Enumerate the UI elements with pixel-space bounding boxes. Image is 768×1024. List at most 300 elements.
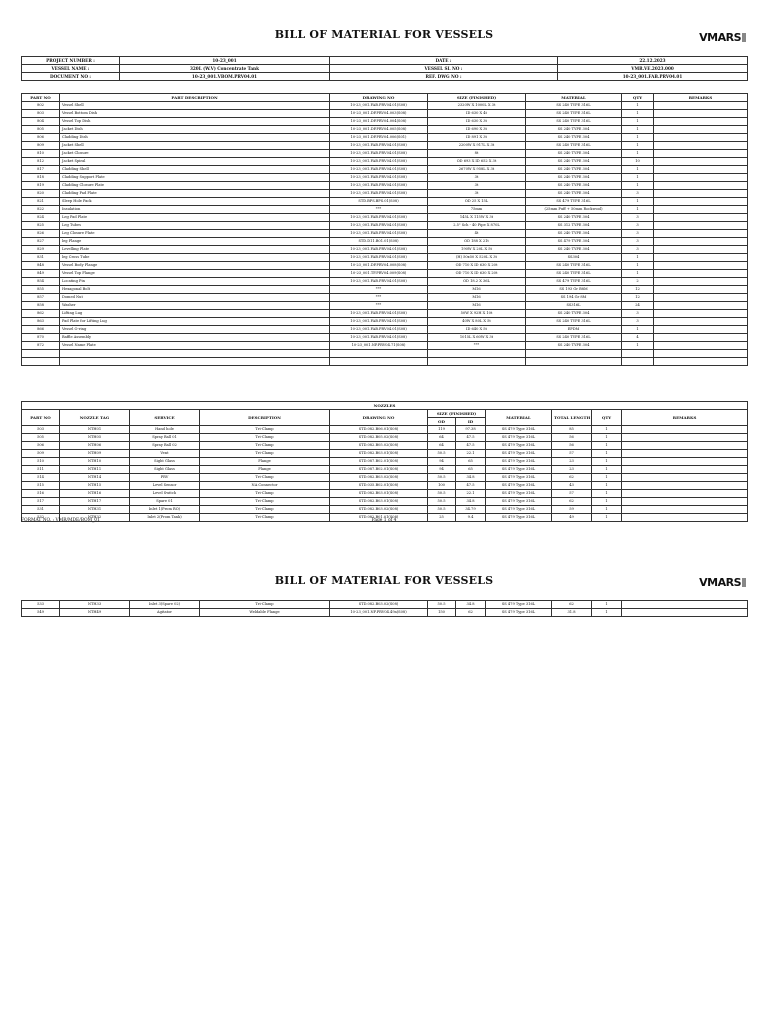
table-cell: Level Sensor	[130, 482, 200, 490]
table-cell: 24	[622, 302, 654, 310]
table-cell: OD 710 X ID 630 X 20t	[428, 262, 526, 270]
table-cell: 802	[22, 102, 60, 110]
table-row	[22, 246, 748, 254]
table-cell: SS 479 TYPE 316L	[526, 278, 622, 286]
table-cell: Tri-Clamp	[200, 426, 330, 434]
table-cell: 826	[22, 230, 60, 238]
table-cell: Baffle Assembly	[60, 334, 330, 342]
table-cell: 819	[22, 182, 60, 190]
table-cell: Jacket Spiral	[60, 158, 330, 166]
table-cell: SS 479 Type 316L	[486, 498, 552, 506]
table-row	[22, 334, 748, 342]
table-cell: 2200W X 917L X 3t	[428, 142, 526, 150]
table-cell	[654, 142, 748, 150]
table-cell: 1	[622, 102, 654, 110]
table-cell: 57	[552, 450, 592, 458]
table-cell	[622, 426, 748, 434]
table-cell	[654, 110, 748, 118]
table-cell	[330, 358, 428, 366]
table-cell: 3t	[428, 174, 526, 182]
table-cell: 1	[592, 434, 622, 442]
table-cell: Tri-Clamp	[200, 434, 330, 442]
table-row	[22, 294, 748, 302]
table-cell: 1	[592, 466, 622, 474]
table-cell: ID 690 X 3t	[428, 126, 526, 134]
table-cell: NTH32	[60, 514, 130, 522]
table-cell: 10-23_001.FAB.PRV04.01(S08)	[330, 214, 428, 222]
table-cell: Flange	[200, 458, 330, 466]
table-cell: 1	[592, 450, 622, 458]
table-cell	[622, 506, 748, 514]
table-cell	[654, 166, 748, 174]
table-cell: NTH06	[60, 442, 130, 450]
table-cell: Jacket Shell	[60, 142, 330, 150]
table-cell: Tri-Clamp	[200, 474, 330, 482]
header-table	[21, 56, 748, 81]
table-cell: SS 479 TYPE 316L	[526, 198, 622, 206]
table-cell: 43	[552, 482, 592, 490]
table-cell: Cladding Pad Plate	[60, 190, 330, 198]
table-cell: 4t	[428, 230, 526, 238]
date-value: 22.12.2023	[558, 57, 748, 65]
table-cell: Spare 01	[130, 498, 200, 506]
table-cell: NA Connector	[200, 482, 330, 490]
table-cell: 10-23_001.FAB.PRV04.01(S08)	[330, 166, 428, 174]
table-cell: 3	[622, 214, 654, 222]
table-cell	[22, 358, 60, 366]
table-cell: Cladding Closure Plate	[60, 182, 330, 190]
table-cell: 1	[592, 609, 622, 617]
table-cell: NTH05	[60, 434, 130, 442]
table-cell: 10-23_001.NF.PRV04.49a(S08)	[330, 609, 428, 617]
table-cell	[654, 278, 748, 286]
table-cell: SS 240 TYPE 316L	[526, 262, 622, 270]
table-cell: 40W X 80L X 5t	[428, 318, 526, 326]
table-cell	[654, 118, 748, 126]
table-row	[22, 434, 748, 442]
table-row	[22, 506, 748, 514]
table-cell: 855	[22, 286, 60, 294]
table-cell: 62	[552, 498, 592, 506]
table-cell: 10-23_001.FAB.PRV04.01(S08)	[330, 150, 428, 158]
table-cell: NTH11	[60, 466, 130, 474]
table-cell	[330, 350, 428, 358]
nozzle-col-service: SERVICE	[130, 410, 200, 426]
table-row	[22, 262, 748, 270]
table-cell: 516	[22, 490, 60, 498]
table-row	[22, 601, 748, 609]
table-cell: 829	[22, 246, 60, 254]
table-cell: SS 240 TYPE 304	[526, 134, 622, 142]
table-cell: OD 25 X 15L	[428, 198, 526, 206]
table-cell: 10	[622, 158, 654, 166]
table-cell: 1	[592, 482, 622, 490]
table-row	[22, 270, 748, 278]
table-cell: 10-23_001.FAB.PRV04.01(S08)	[330, 182, 428, 190]
project-number-label: PROJECT NUMBER :	[22, 57, 120, 65]
table-cell: SS 240 TYPE 316L	[526, 318, 622, 326]
table-cell: 863	[22, 318, 60, 326]
table-cell: SS 240 TYPE 304	[526, 182, 622, 190]
spacer-row	[22, 350, 748, 358]
table-cell: 10-23_001.FAB.PRV04.01(S08)	[330, 326, 428, 334]
table-cell	[654, 334, 748, 342]
table-cell: STD.082.B05.02(S08)	[330, 434, 428, 442]
table-cell: OD 18.2 X 36L	[428, 278, 526, 286]
table-cell: Vent	[130, 450, 200, 458]
table-cell: Tri-Clamp	[200, 498, 330, 506]
nozzle-col-id: ID	[456, 418, 486, 426]
table-cell: Tri-Clamp	[200, 450, 330, 458]
table-cell: ID 891 X 3t	[428, 134, 526, 142]
table-cell: 85	[552, 426, 592, 434]
table-cell: 34.8	[456, 601, 486, 609]
table-cell: SS 240 TYPE 304	[526, 214, 622, 222]
vessel-sl-label: VESSEL SL NO :	[330, 65, 558, 73]
table-cell: 3	[622, 222, 654, 230]
table-cell: Domed Nut	[60, 294, 330, 302]
table-cell: Vessel Bottom Dish	[60, 110, 330, 118]
table-cell: 509	[22, 450, 60, 458]
table-cell: PRV	[130, 474, 200, 482]
table-cell	[654, 310, 748, 318]
table-cell: 857	[22, 294, 60, 302]
table-cell	[428, 350, 526, 358]
table-cell: ID 630 X 4t	[428, 110, 526, 118]
table-cell: 119	[428, 426, 456, 434]
table-cell: 1	[622, 150, 654, 158]
table-cell	[526, 350, 622, 358]
table-cell: 849	[22, 270, 60, 278]
table-cell: 820	[22, 190, 60, 198]
table-cell: 1	[622, 262, 654, 270]
table-cell	[22, 350, 60, 358]
table-cell: ID 640 X 5t	[428, 326, 526, 334]
table-cell: Hexagonal Bolt	[60, 286, 330, 294]
table-cell: 533	[22, 601, 60, 609]
table-cell: 10-23_001.FAB.PRV04.01(S08)	[330, 230, 428, 238]
table-cell	[654, 214, 748, 222]
table-cell	[654, 262, 748, 270]
table-row	[22, 190, 748, 198]
table-cell	[654, 350, 748, 358]
table-cell: 862	[22, 310, 60, 318]
table-row	[22, 182, 748, 190]
table-cell: 62	[552, 601, 592, 609]
nozzle-col-part-no: PART NO	[22, 410, 60, 426]
table-cell: EPDM	[526, 326, 622, 334]
table-cell	[654, 294, 748, 302]
table-cell: OD 710 X ID 630 X 20t	[428, 270, 526, 278]
table-cell: 1	[592, 601, 622, 609]
table-cell: Jacket Dish	[60, 126, 330, 134]
table-cell: 1	[622, 270, 654, 278]
table-cell: SS 240 TYPE 316L	[526, 334, 622, 342]
table-cell	[622, 350, 654, 358]
table-cell: M16	[428, 294, 526, 302]
table-cell: 3	[622, 310, 654, 318]
date-label: DATE :	[330, 57, 558, 65]
table-cell: 50.5	[428, 474, 456, 482]
table-row	[22, 450, 748, 458]
table-cell: 515	[22, 482, 60, 490]
table-cell: SS 240 TYPE 304	[526, 190, 622, 198]
table-row	[22, 442, 748, 450]
parts-col-header: QTY	[622, 94, 654, 102]
table-cell: 10-23_001.DP.PRV04.006(S01)	[330, 134, 428, 142]
table-cell: 4	[622, 334, 654, 342]
table-cell: 503	[22, 426, 60, 434]
table-row	[22, 286, 748, 294]
table-cell: 10-23_001.FAB.PRV04.01(S08)	[330, 222, 428, 230]
table-cell: 10-23_001.FAB.PRV04.01(S08)	[330, 318, 428, 326]
table-cell: SS 240 TYPE 304	[526, 150, 622, 158]
table-row	[22, 150, 748, 158]
parts-col-header: PART NO	[22, 94, 60, 102]
table-cell: SS 479 Type 316L	[486, 609, 552, 617]
table-cell: 872	[22, 342, 60, 350]
table-cell: 10-23_001.FAB.PRV04.01(S08)	[330, 278, 428, 286]
table-cell: ***	[428, 342, 526, 350]
table-cell	[654, 158, 748, 166]
table-cell: 506	[22, 442, 60, 450]
table-row	[22, 198, 748, 206]
table-cell: SS 240 TYPE 316L	[526, 270, 622, 278]
table-cell: SS 479 Type 316L	[486, 442, 552, 450]
table-cell	[622, 474, 748, 482]
table-cell	[654, 134, 748, 142]
table-cell	[622, 458, 748, 466]
nozzle-table	[21, 401, 748, 522]
table-cell: 1	[622, 174, 654, 182]
table-cell: Lifting Lug	[60, 310, 330, 318]
table-cell: SS 479 Type 316L	[486, 426, 552, 434]
table-cell: 100	[428, 482, 456, 490]
table-cell	[622, 466, 748, 474]
company-logo-page2: VMARS	[699, 576, 746, 589]
table-row	[22, 126, 748, 134]
table-cell	[654, 206, 748, 214]
table-cell: 25	[428, 514, 456, 522]
table-cell: SS 312 TYPE 304	[526, 222, 622, 230]
table-cell: SS316L	[526, 302, 622, 310]
table-cell: Cladding Dish	[60, 134, 330, 142]
table-cell: STD.082.B03.02(S08)	[330, 506, 428, 514]
ref-dwg-label: REF. DWG NO :	[330, 73, 558, 81]
table-cell: SS 479 Type 316L	[486, 450, 552, 458]
table-cell: 10-23_001.NP.PRV04.71(S08)	[330, 342, 428, 350]
table-cell: 3t	[428, 190, 526, 198]
table-cell: 50.5	[428, 506, 456, 514]
table-cell: 50.5	[428, 450, 456, 458]
table-cell: NTH14	[60, 474, 130, 482]
table-cell: 1	[592, 458, 622, 466]
table-row	[22, 110, 748, 118]
table-cell: OD 188 X 21t	[428, 238, 526, 246]
table-cell: 10-23_001.FAB.PRV04.01(S08)	[330, 142, 428, 150]
table-cell	[622, 434, 748, 442]
table-row	[22, 482, 748, 490]
table-cell: 1	[622, 254, 654, 262]
table-cell: SS 479 Type 316L	[486, 474, 552, 482]
table-cell: 10-23_001.DP.PRV04.008(S08)	[330, 262, 428, 270]
table-cell: 50.5	[428, 601, 456, 609]
table-cell: 805	[22, 126, 60, 134]
table-cell: 1	[622, 118, 654, 126]
table-row	[22, 254, 748, 262]
table-cell	[654, 150, 748, 158]
table-cell: Locating Pin	[60, 278, 330, 286]
table-cell: 511	[22, 466, 60, 474]
table-cell: ***	[330, 294, 428, 302]
table-cell: 1	[622, 198, 654, 206]
table-cell: 1015L X 60W X 3t	[428, 334, 526, 342]
table-cell: 34.8	[456, 474, 486, 482]
table-cell	[526, 358, 622, 366]
table-cell: Vessel Body Flange	[60, 262, 330, 270]
table-cell: 1	[622, 134, 654, 142]
table-cell: 1	[622, 142, 654, 150]
table-cell: 3	[622, 190, 654, 198]
table-cell: Vessel Top Dish	[60, 118, 330, 126]
table-cell: SS 193 Gr B8M	[526, 286, 622, 294]
table-cell: Cladding Support Plate	[60, 174, 330, 182]
table-cell: Pad Plate for Lifting Lug	[60, 318, 330, 326]
table-cell: NTH33	[60, 601, 130, 609]
vessel-sl-value: VMR.VE.2023.000	[558, 65, 748, 73]
table-row	[22, 118, 748, 126]
page2-title: BILL OF MATERIAL FOR VESSELS	[274, 574, 494, 587]
table-row	[22, 609, 748, 617]
table-row	[22, 490, 748, 498]
table-cell: Leg Tubes	[60, 222, 330, 230]
table-cell: Jacket Closure	[60, 150, 330, 158]
table-cell: Leg Pad Plate	[60, 214, 330, 222]
table-cell: 10-23_001.FAB.PRV04.01(S08)	[330, 254, 428, 262]
table-cell: 804	[22, 118, 60, 126]
table-cell: 3	[622, 318, 654, 326]
table-cell: 8t	[428, 150, 526, 158]
table-cell: 94	[428, 458, 456, 466]
table-cell: 94	[428, 466, 456, 474]
table-cell: 56	[552, 442, 592, 450]
table-cell: Sleep Hole Pack	[60, 198, 330, 206]
table-cell: 3t	[428, 182, 526, 190]
table-cell: NTH31	[60, 506, 130, 514]
nozzle-col-total-length: TOTAL LENGTH	[552, 410, 592, 426]
parts-col-header: DRAWING NO	[330, 94, 428, 102]
table-cell: 64	[428, 434, 456, 442]
table-cell: Inlet 2(From Tank)	[130, 514, 200, 522]
table-cell	[622, 601, 748, 609]
table-cell: NTH01	[60, 426, 130, 434]
table-cell: SS 479 Type 316L	[486, 434, 552, 442]
nozzle-col-qty: QTY	[592, 410, 622, 426]
table-cell: 2.5" Sch - 40 Pipe X 870L	[428, 222, 526, 230]
nozzle-col-od: OD	[428, 418, 456, 426]
table-cell: (25mm Puff + 50mm Rockwool)	[526, 206, 622, 214]
nozzles-section-title: NOZZLES	[22, 402, 748, 410]
table-cell: 821	[22, 198, 60, 206]
table-cell: 1	[592, 506, 622, 514]
table-cell: 23	[552, 466, 592, 474]
table-row	[22, 206, 748, 214]
table-cell: SS 240 TYPE 304	[526, 158, 622, 166]
table-cell	[622, 490, 748, 498]
table-cell: 10-23_001.FAB.PRV04.01(S08)	[330, 174, 428, 182]
table-cell: 848	[22, 262, 60, 270]
table-cell	[654, 254, 748, 262]
table-cell: 10-23_001.TF.PRV04.009(S08)	[330, 270, 428, 278]
table-cell: 817	[22, 166, 60, 174]
table-cell: 47.5	[456, 434, 486, 442]
table-cell: 809	[22, 142, 60, 150]
table-cell: 803	[22, 110, 60, 118]
nozzle-col-material: MATERIAL	[486, 410, 552, 426]
table-cell: Inlet 1(Prom RO)	[130, 506, 200, 514]
page-title: BILL OF MATERIAL FOR VESSELS	[274, 28, 494, 41]
table-cell: Weldable Flange	[200, 609, 330, 617]
table-cell: 10-23_001.DP.PRV04.004(S08)	[330, 118, 428, 126]
table-cell: Sight Glass	[130, 458, 200, 466]
table-cell: SS 240 TYPE 316L	[526, 142, 622, 150]
table-row	[22, 222, 748, 230]
table-row	[22, 214, 748, 222]
table-cell	[622, 609, 748, 617]
table-cell	[654, 358, 748, 366]
table-cell	[654, 174, 748, 182]
table-cell: 59	[552, 506, 592, 514]
table-cell: 49	[552, 514, 592, 522]
table-row	[22, 326, 748, 334]
table-cell: 75mm	[428, 206, 526, 214]
table-cell	[654, 190, 748, 198]
table-cell: 1	[592, 426, 622, 434]
table-cell: 62	[456, 609, 486, 617]
table-cell: 3	[622, 230, 654, 238]
table-cell: STD.082.B01.01(S08)	[330, 514, 428, 522]
table-cell	[654, 182, 748, 190]
table-cell: STD.082.B03.02(S08)	[330, 474, 428, 482]
table-cell: Leg Closure Plate	[60, 230, 330, 238]
table-cell: NTH15	[60, 482, 130, 490]
table-cell: 2320W X 1000L X 3t	[428, 102, 526, 110]
table-cell	[654, 318, 748, 326]
table-cell	[654, 270, 748, 278]
table-cell: 47.5	[456, 482, 486, 490]
table-cell: 97.38	[456, 426, 486, 434]
table-cell: 31.8	[552, 609, 592, 617]
table-cell: 1	[622, 126, 654, 134]
table-cell: ID 630 X 3t	[428, 118, 526, 126]
table-cell: STD.035.B02.01(S08)	[330, 482, 428, 490]
table-cell: STD.082.B03.01(S08)	[330, 498, 428, 506]
table-cell	[622, 358, 654, 366]
table-cell: SS 240 TYPE 316L	[526, 102, 622, 110]
parts-table	[21, 93, 748, 366]
table-cell: M16	[428, 302, 526, 310]
table-cell: 22.1	[456, 450, 486, 458]
table-row	[22, 102, 748, 110]
table-cell	[60, 358, 330, 366]
table-row	[22, 230, 748, 238]
table-cell: 866	[22, 326, 60, 334]
table-row	[22, 238, 748, 246]
table-cell: 1	[622, 110, 654, 118]
ref-dwg-value: 10-23_001.FAB.PRV04.01	[558, 73, 748, 81]
table-cell: 9.4	[456, 514, 486, 522]
document-no: 10-23_001.VBOM.PRV04.01	[120, 73, 330, 81]
